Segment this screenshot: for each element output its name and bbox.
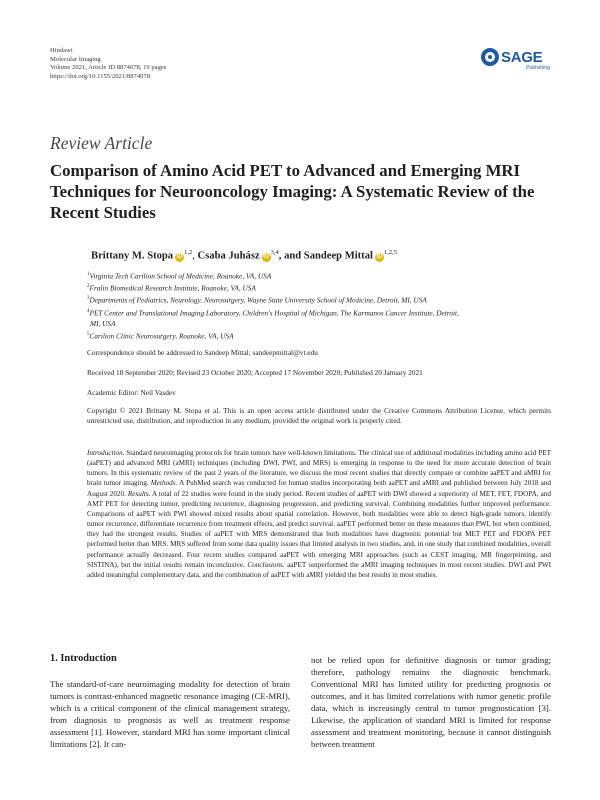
journal-info [50, 47, 166, 81]
copyright-notice: Copyright © 2021 Brittany M. Stopa et al. This is an open access article distributed under the Creative Commons Attribution License, which permits unrestricted use, distribution, and reproduction in any medium, provided the original work is properly cited. [87, 406, 551, 425]
abstract-label-conclusions: Conclusions. [247, 560, 285, 569]
body-column-right: not be relied upon for definitive diagnosis or tumor grading; therefore, pathology remains the diagnostic benchmark. Conventional MRI has limited utility for predicting prognosis or outcomes, and it has limited correlations with tumor genetic profile data, which is increasingly central to tumor prognostication [3]. Likewise, the application of standard MRI is limited for response assessment and treatment monitoring, because it cannot distinguish between treatment [311, 655, 551, 749]
affiliation-item [87, 307, 557, 319]
article-title: Comparison of Amino Acid PET to Advanced and Emerging MRI Techniques for Neurooncology Imaging: A Systematic Review of the Recent Studies [50, 161, 535, 222]
author-affiliation-ref: 1,2 [184, 249, 193, 256]
affiliation-item [87, 270, 557, 282]
affiliation-item [87, 282, 557, 294]
orcid-icon[interactable]: iD [376, 253, 383, 260]
author-affiliation-ref: 1,2,5 [383, 249, 397, 256]
author-separator: , [192, 250, 198, 262]
affiliation-item [87, 294, 557, 306]
section-heading-introduction: 1. Introduction [50, 653, 117, 664]
publisher-name: Hindawi [50, 47, 73, 54]
doi-link[interactable]: https://doi.org/10.1155/2021/8874078 [50, 72, 151, 80]
sage-logo-subtitle: Publishing [526, 65, 550, 71]
affiliation-number: 1 [87, 272, 90, 277]
abstract-text-introduction: Standard neuroimaging protocols for brain tumors have well-known limitations. The clinical use of additional modalities including amino acid PET (aaPET) and advanced MRI (aMRI) techniques (including DWI, PWI, and MRS) is emerging in response to the need for more accurate detection of brain tumors. In this systematic review of the past 2 years of the literature, we discuss the most recent studies that directly compare or combine aaPET and aMRI for brain tumor imaging. [87, 449, 551, 488]
abstract [87, 448, 551, 580]
academic-editor: Academic Editor: Neil Vasdev [87, 388, 176, 397]
affiliation-text: Carilion Clinic Neurosurgery, Roanoke, VA, USA [89, 331, 234, 341]
affiliation-continuation: MI, USA [90, 318, 116, 328]
affiliation-text: PET Center and Translational Imaging Laboratory, Children's Hospital of Michigan, The Karmanos Cancer Institute, Detroit, [89, 308, 459, 318]
sage-logo-mark [481, 48, 499, 66]
author-name[interactable]: Csaba Juhász [197, 250, 260, 262]
correspondence: Correspondence should be addressed to Sandeep Mittal; sandeepmittal@vt.edu [87, 348, 318, 357]
author-separator: , and [278, 250, 304, 262]
author-name[interactable]: Sandeep Mittal [303, 250, 373, 262]
article-type: Review Article [50, 133, 153, 153]
affiliation-text: Departments of Pediatrics, Neurology, Neurosurgery, Wayne State University School of Medicine, Detroit, MI, USA [89, 295, 427, 305]
abstract-text-conclusions: aaPET outperformed the aMRI imaging techniques in most recent studies. DWI and PWI added meaningful complementary data, and the combination of aaPET with aMRI yielded the best results in most studies. [87, 560, 551, 579]
abstract-text-methods: A PubMed search was conducted for human studies incorporating both aaPET and aMRI and published between July 2018 and August 2020. [87, 479, 551, 498]
affiliation-number: 3 [87, 296, 90, 302]
orcid-icon[interactable]: iD [263, 253, 270, 260]
abstract-label-results: Results. [127, 489, 151, 498]
affiliation-text: Fralin Biomedical Research Institute, Roanoke, VA, USA [89, 283, 256, 293]
affiliation-number: 2 [87, 284, 90, 290]
volume-info: Volume 2021, Article ID 8874078, 19 pages [50, 64, 167, 72]
orcid-icon[interactable]: iD [176, 253, 183, 260]
affiliation-number: 5 [87, 331, 90, 337]
abstract-label-methods: Methods. [150, 479, 178, 488]
author-list [91, 249, 397, 262]
affiliation-number: 4 [87, 308, 90, 314]
sage-logo-text: SAGE [501, 48, 543, 66]
affiliation-list [87, 270, 557, 342]
sage-logo [481, 48, 551, 78]
affiliation-item [87, 330, 557, 342]
journal-name: Molecular Imaging [50, 55, 101, 63]
author-affiliation-ref: 3,4 [270, 249, 279, 256]
abstract-text-results: A total of 22 studies were found in the study period. Recent studies of aaPET with DWI showed a superiority of MET, FET, FDOPA, and AMT PET for detecting tumor, predicting recurrence, diagnosing progression, and predicting survival. Combining modalities further improved performance. Comparisons of aaPET with PWI showed mixed results about spatial correlation. However, both modalities were able to detect high-grade tumors, identify tumor recurrence, differentiate recurrence from treatment effects, and predict survival. aaPET performed better on these measures than PWI, but when combined, they had the strongest results. Studies of aaPET with MRS demonstrated that both modalities have diagnostic potential but MET PET and FDOPA PET performed better than MRS. MRS suffered from some data quality issues that limited analysis in two studies, and, in one study that combined modalities, overall performance actually decreased. Four recent studies compared aaPET with emerging MRI approaches (such as CEST imaging, MR fingerprinting, and SISTINA), but the initial results remain inconclusive. [87, 489, 552, 569]
publication-dates: Received 18 September 2020; Revised 23 October 2020; Accepted 17 November 2020; Published 20 January 2021 [87, 368, 423, 377]
author-name[interactable]: Brittany M. Stopa [91, 250, 174, 262]
abstract-label-introduction: Introduction. [87, 449, 125, 457]
body-column-left: The standard-of-care neuroimaging modality for detection of brain tumors is contrast-enhanced magnetic resonance imaging (CE-MRI), which is a critical component of the clinical management strategy, from diagnosis to prognosis as well as treatment response assessment [1]. However, standard MRI has some important clinical limitations [2]. It can- [50, 679, 290, 749]
affiliation-text: Virginia Tech Carilion School of Medicine, Roanoke, VA, USA [89, 271, 272, 281]
